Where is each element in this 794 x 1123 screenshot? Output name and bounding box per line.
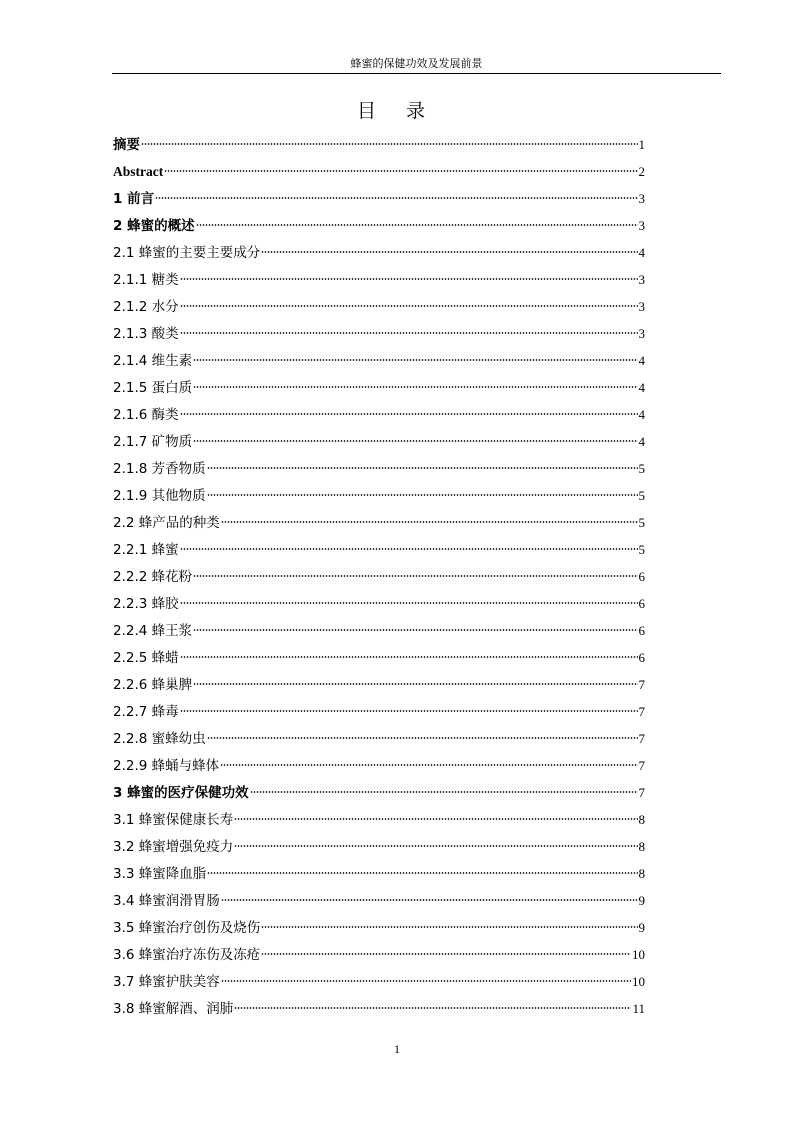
toc-entry-page: 4	[638, 407, 645, 422]
toc-entry-page: 4	[638, 353, 645, 368]
toc-entry[interactable]	[113, 455, 645, 482]
toc-entry[interactable]	[113, 536, 645, 563]
toc-entry[interactable]	[113, 887, 645, 914]
toc-entry[interactable]	[113, 239, 645, 266]
toc-dot-leader	[164, 169, 637, 173]
toc-entry-page: 10	[632, 947, 645, 962]
toc-entry-page: 1	[638, 137, 645, 152]
toc-entry-page: 6	[638, 596, 645, 611]
toc-dot-leader	[193, 385, 637, 389]
toc-entry-label: 2.2.1 蜂蜜	[113, 542, 179, 558]
toc-entry-label: 2.1 蜂蜜的主要主要成分	[113, 245, 261, 261]
toc-dot-leader	[193, 628, 637, 632]
toc-entry-page: 10	[632, 974, 645, 989]
toc-entry[interactable]	[113, 401, 645, 428]
toc-dot-leader	[207, 466, 638, 470]
toc-dot-leader	[180, 331, 638, 335]
toc-entry[interactable]	[113, 374, 645, 401]
toc-entry[interactable]	[113, 617, 645, 644]
toc-entry-page: 5	[638, 542, 645, 557]
toc-dot-leader	[261, 925, 637, 929]
toc-entry[interactable]	[113, 131, 645, 158]
toc-dot-leader	[234, 1006, 631, 1010]
toc-dot-leader	[207, 493, 638, 497]
toc-entry-page: 2	[638, 164, 645, 179]
toc-entry-page: 5	[638, 488, 645, 503]
toc-entry-page: 11	[632, 1001, 645, 1016]
toc-entry[interactable]	[113, 644, 645, 671]
toc-dot-leader	[234, 844, 637, 848]
toc-entry-page: 3	[638, 218, 645, 233]
toc-entry-page: 7	[638, 677, 645, 692]
toc-entry[interactable]	[113, 671, 645, 698]
toc-dot-leader	[261, 952, 631, 956]
toc-entry-page: 3	[638, 299, 645, 314]
toc-entry-label: 2.1.3 酸类	[113, 326, 179, 342]
toc-entry-page: 4	[638, 245, 645, 260]
toc-entry[interactable]	[113, 347, 645, 374]
toc-dot-leader	[180, 601, 638, 605]
toc-entry-label: 3.6 蜂蜜治疗冻伤及冻疮	[113, 947, 261, 963]
toc-entry-label: 2.1.4 维生素	[113, 353, 193, 369]
toc-entry-page: 3	[638, 272, 645, 287]
toc-dot-leader	[193, 682, 637, 686]
toc-entry[interactable]	[113, 833, 645, 860]
toc-dot-leader	[207, 871, 637, 875]
toc-entry-page: 5	[638, 515, 645, 530]
toc-entry[interactable]	[113, 428, 645, 455]
toc-entry-label: 2.1.5 蛋白质	[113, 380, 193, 396]
toc-dot-leader	[180, 277, 638, 281]
toc-entry[interactable]	[113, 779, 645, 806]
toc-entry-label: 2.2.5 蜂蜡	[113, 650, 179, 666]
toc-entry-label: 2.2 蜂产品的种类	[113, 515, 220, 531]
toc-dot-leader	[234, 817, 637, 821]
toc-entry-page: 3	[638, 326, 645, 341]
toc-entry[interactable]	[113, 185, 645, 212]
toc-entry[interactable]	[113, 968, 645, 995]
toc-entry-label: 2.1.8 芳香物质	[113, 461, 206, 477]
toc-entry-label: 3.3 蜂蜜降血脂	[113, 866, 207, 882]
toc-dot-leader	[180, 655, 638, 659]
toc-dot-leader	[180, 304, 638, 308]
toc-dot-leader	[221, 979, 631, 983]
toc-entry-page: 7	[638, 785, 645, 800]
toc-entry[interactable]	[113, 806, 645, 833]
toc-entry-page: 9	[638, 893, 645, 908]
toc-dot-leader	[155, 196, 637, 200]
toc-entry[interactable]	[113, 266, 645, 293]
toc-entry-page: 8	[638, 812, 645, 827]
toc-entry-label: 2.1.7 矿物质	[113, 434, 193, 450]
toc-entry[interactable]	[113, 212, 645, 239]
toc-dot-leader	[220, 763, 637, 767]
toc-dot-leader	[221, 898, 638, 902]
toc-entry[interactable]	[113, 482, 645, 509]
toc-entry[interactable]	[113, 995, 645, 1022]
toc-entry-label: 2.2.8 蜜蜂幼虫	[113, 731, 206, 747]
toc-entry[interactable]	[113, 752, 645, 779]
toc-entry-page: 8	[638, 866, 645, 881]
toc-entry-label: 2.2.9 蜂蛹与蜂体	[113, 758, 220, 774]
toc-entry[interactable]	[113, 563, 645, 590]
toc-dot-leader	[180, 412, 638, 416]
toc-entry-label: 2.2.4 蜂王浆	[113, 623, 193, 639]
toc-entry-page: 4	[638, 434, 645, 449]
toc-dot-leader	[207, 736, 638, 740]
toc-entry-label: Abstract	[113, 164, 164, 179]
toc-dot-leader	[141, 142, 638, 146]
toc-entry[interactable]	[113, 158, 645, 185]
toc-entry[interactable]	[113, 725, 645, 752]
toc-title: 目 录	[356, 100, 438, 122]
toc-dot-leader	[221, 520, 638, 524]
toc-entry[interactable]	[113, 320, 645, 347]
toc-entry[interactable]	[113, 914, 645, 941]
toc-entry-label: 3 蜂蜜的医疗保健功效	[113, 785, 249, 801]
toc-dot-leader	[180, 547, 638, 551]
toc-entry[interactable]	[113, 860, 645, 887]
toc-dot-leader	[261, 250, 637, 254]
toc-dot-leader	[193, 439, 637, 443]
toc-entry-label: 摘要	[113, 137, 140, 153]
toc-entry-label: 2 蜂蜜的概述	[113, 218, 195, 234]
toc-dot-leader	[193, 574, 637, 578]
toc-entry-label: 2.2.7 蜂毒	[113, 704, 179, 720]
toc-entry-page: 4	[638, 380, 645, 395]
toc-entry-page: 9	[638, 920, 645, 935]
toc-entry[interactable]	[113, 698, 645, 725]
toc-entry-page: 8	[638, 839, 645, 854]
toc-entry-label: 2.2.3 蜂胶	[113, 596, 179, 612]
header-divider	[112, 73, 721, 74]
toc-entry-label: 2.2.2 蜂花粉	[113, 569, 193, 585]
toc-entry-label: 2.1.1 糖类	[113, 272, 179, 288]
toc-entry-label: 3.4 蜂蜜润滑胃肠	[113, 893, 220, 909]
toc-entry-label: 2.1.9 其他物质	[113, 488, 206, 504]
toc-entry-label: 2.2.6 蜂巢脾	[113, 677, 193, 693]
toc-entry[interactable]	[113, 509, 645, 536]
toc-entry[interactable]	[113, 590, 645, 617]
toc-entry-page: 5	[638, 461, 645, 476]
toc-entry-page: 6	[638, 623, 645, 638]
toc-entry-page: 7	[638, 731, 645, 746]
table-of-contents	[113, 131, 645, 1022]
page-number: 1	[394, 1042, 400, 1056]
toc-entry[interactable]	[113, 293, 645, 320]
toc-entry-label: 2.1.2 水分	[113, 299, 179, 315]
toc-dot-leader	[196, 223, 638, 227]
toc-dot-leader	[180, 709, 638, 713]
toc-dot-leader	[250, 790, 638, 794]
running-header: 蜂蜜的保健功效及发展前景	[350, 57, 483, 70]
toc-dot-leader	[193, 358, 637, 362]
toc-entry-page: 6	[638, 569, 645, 584]
toc-entry-page: 7	[638, 758, 645, 773]
toc-entry-page: 7	[638, 704, 645, 719]
toc-entry-page: 3	[638, 191, 645, 206]
toc-entry[interactable]	[113, 941, 645, 968]
toc-entry-label: 1 前言	[113, 191, 155, 207]
toc-entry-label: 3.5 蜂蜜治疗创伤及烧伤	[113, 920, 261, 936]
toc-entry-page: 6	[638, 650, 645, 665]
toc-entry-label: 3.1 蜂蜜保健康长寿	[113, 812, 234, 828]
toc-entry-label: 3.8 蜂蜜解酒、润肺	[113, 1001, 234, 1017]
toc-entry-label: 3.2 蜂蜜增强免疫力	[113, 839, 234, 855]
toc-entry-label: 2.1.6 酶类	[113, 407, 179, 423]
toc-entry-label: 3.7 蜂蜜护肤美容	[113, 974, 220, 990]
